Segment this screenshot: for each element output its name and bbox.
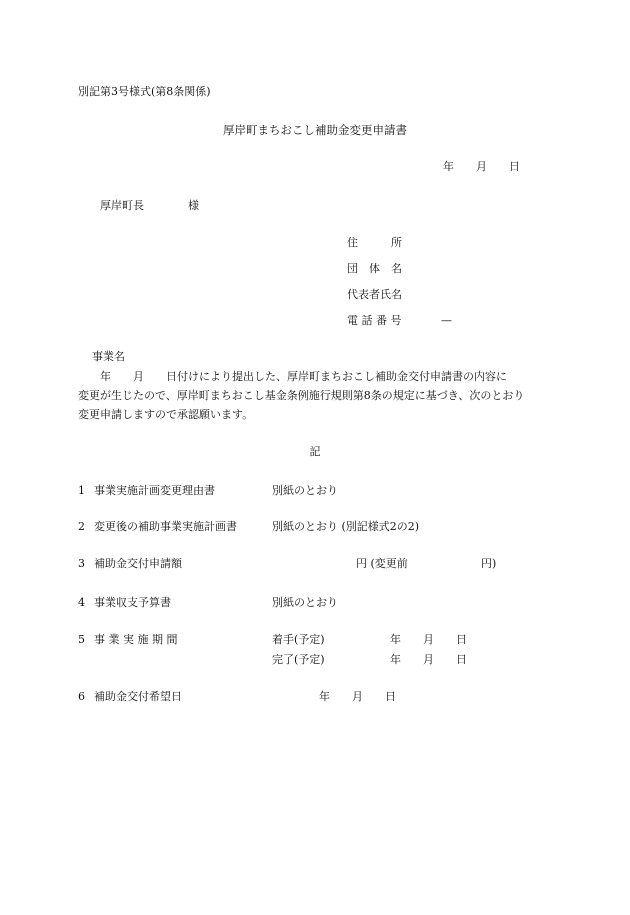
item-value: 別紙のとおり [272,596,338,609]
body-paragraph [78,367,558,424]
item-number: 1 [78,484,85,497]
ki-heading: 記 [309,445,321,458]
group-name-label: 団 体 名 [347,262,402,275]
body-line: 変更が生じたので、厚岸町まちおこし基金条例施行規則第8条の規定に基づき、次のとおり [78,389,525,402]
item-label: 補助金交付申請額 [94,557,182,570]
end-label: 完了(予定) [272,653,325,666]
item-number: 6 [78,690,85,703]
start-label: 着手(予定) [272,633,325,646]
body-line: 年 月 日付けにより提出した、厚岸町まちおこし補助金交付申請書の内容に [78,370,507,383]
address-label: 住 所 [347,236,402,249]
phone-dash: — [441,314,452,327]
item-label: 変更後の補助事業実施計画書 [94,520,237,533]
item-number: 2 [78,520,85,533]
desired-date: 年 月 日 [319,690,396,703]
amount-yen-close: 円) [481,557,497,570]
item-label: 事業実施計画変更理由書 [94,484,215,497]
item-label: 事業収支予算書 [94,596,171,609]
representative-label: 代表者氏名 [347,288,402,301]
item-label: 事 業 実 施 期 間 [94,633,178,646]
item-number: 5 [78,633,85,646]
phone-label: 電 話 番 号 [347,314,402,327]
document-title: 厚岸町まちおこし補助金変更申請書 [223,123,407,137]
item-label: 補助金交付希望日 [94,690,182,703]
end-date: 年 月 日 [390,653,467,666]
body-line: 変更申請しますので承認願います。 [78,408,254,421]
date-line: 年 月 日 [443,160,520,173]
amount-yen-before: 円 (変更前 [356,557,408,570]
item-value: 別紙のとおり (別記様式2の2) [272,520,420,533]
item-number: 4 [78,596,85,609]
item-value: 別紙のとおり [272,484,338,497]
item-number: 3 [78,557,85,570]
start-date: 年 月 日 [390,633,467,646]
addressee: 厚岸町長 様 [100,199,199,212]
project-name-label: 事業名 [92,350,125,363]
form-label: 別記第3号様式(第8条関係) [78,85,211,98]
